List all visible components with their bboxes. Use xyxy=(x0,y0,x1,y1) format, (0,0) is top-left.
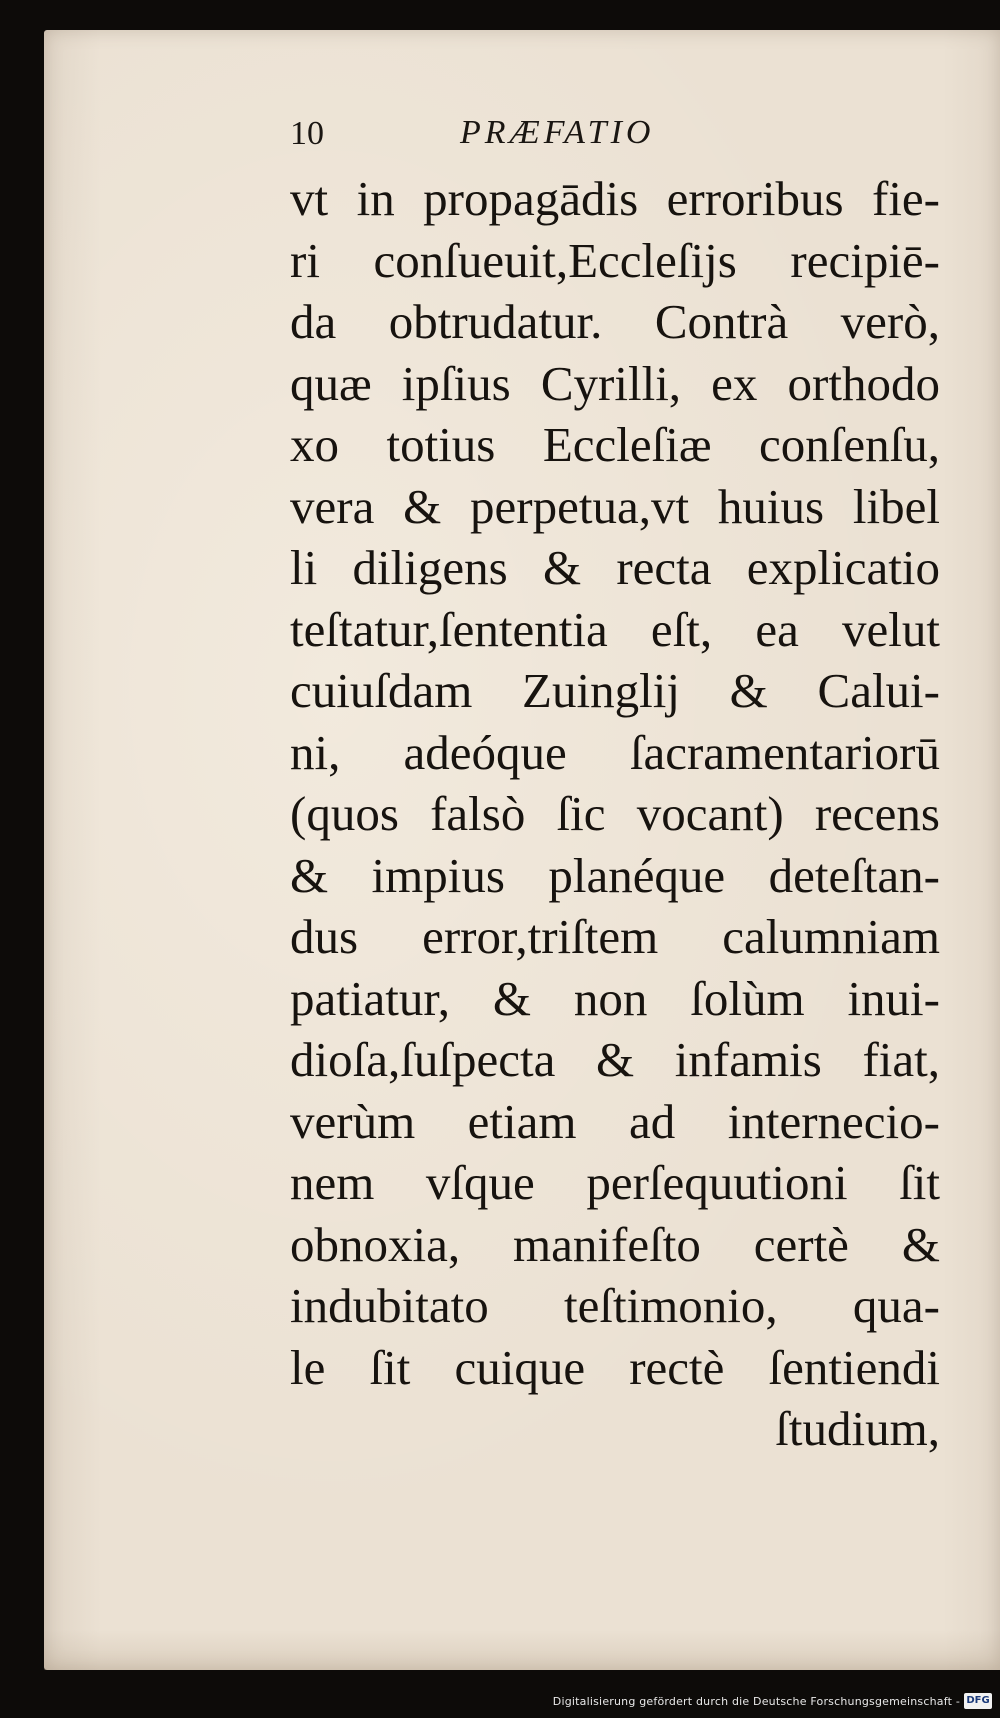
text-line: dioſa,ſuſpecta & infamis fiat, xyxy=(290,1032,940,1087)
text-line: ri conſueuit,Eccleſijs recipiē- xyxy=(290,232,940,288)
running-head xyxy=(290,108,770,158)
page-number: 10 xyxy=(290,115,324,152)
text-line: obnoxia, manifeſto certè & xyxy=(290,1216,940,1272)
text-line: teſtatur,ſententia eſt, ea velut xyxy=(290,601,940,657)
text-line: da obtrudatur. Contrà verò, xyxy=(290,294,940,349)
body-text xyxy=(290,168,940,1460)
footer-strip xyxy=(0,1690,1000,1718)
digitization-credit: Digitalisierung gefördert durch die Deutsche Forschungsgemeinschaft - xyxy=(552,1695,960,1708)
catchword-line: ſtudium, xyxy=(775,1401,940,1456)
page-bottom-edge xyxy=(44,1630,1000,1670)
text-line: indubitato teſtimonio, qua- xyxy=(290,1278,940,1333)
text-line: nem vſque perſequutioni ſit xyxy=(290,1155,940,1210)
text-line: dus error,triſtem calumniam xyxy=(290,909,940,964)
text-line: le ſit cuique rectè ſentiendi xyxy=(290,1339,940,1395)
text-line: cuiuſdam Zuinglij & Calui- xyxy=(290,663,940,718)
text-line: quæ ipſius Cyrilli, ex orthodo xyxy=(290,355,940,411)
text-line: li diligens & recta explicatio xyxy=(290,540,940,595)
running-title: PRÆFATIO xyxy=(460,114,655,151)
text-line: verùm etiam ad internecio- xyxy=(290,1093,940,1149)
text-line: patiatur, & non ſolùm inui- xyxy=(290,970,940,1026)
text-line: ni, adeóque ſacramentariorū xyxy=(290,724,940,780)
text-line: vt in propagādis erroribus fie- xyxy=(290,171,940,226)
text-line: & impius planéque deteſtan- xyxy=(290,847,940,903)
dfg-logo-icon: DFG xyxy=(964,1693,992,1709)
text-line: (quos falsò ſic vocant) recens xyxy=(290,786,940,841)
text-line: xo totius Eccleſiæ conſenſu, xyxy=(290,417,940,472)
text-line: vera & perpetua,vt huius libel xyxy=(290,478,940,534)
